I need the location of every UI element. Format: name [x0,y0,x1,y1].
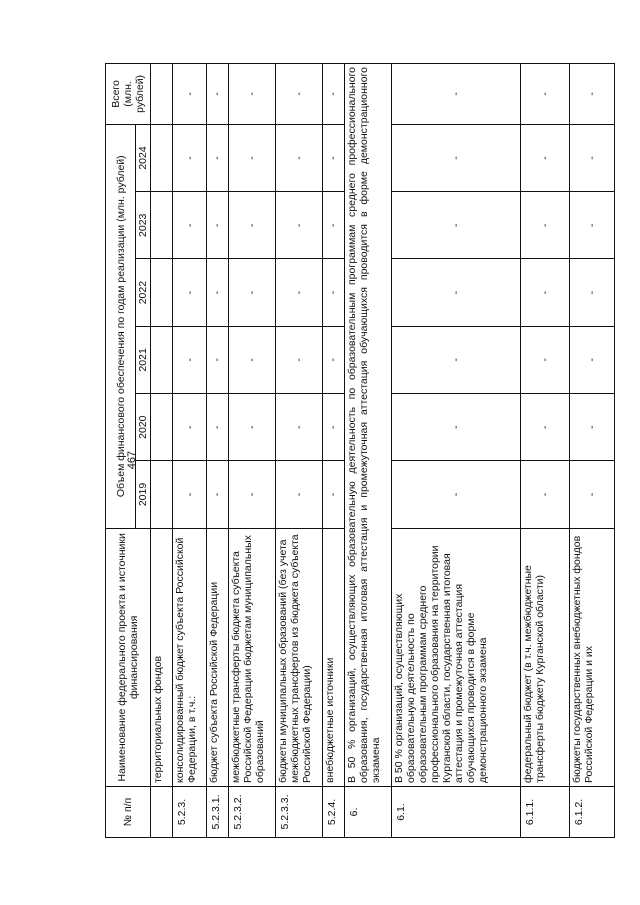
row-number: 6.1.1. [521,786,570,837]
section-title: В 50 % организаций, осуществляющих образовательную деятельность по образовательным программам среднего профессионального образования, государственная итоговая аттестация и промежуточная аттестация обучающихся проводится в форме демонстрационного экзамена [345,64,392,787]
cell-value: - [322,124,344,191]
cell-value: - [173,124,206,191]
cell-value: - [173,394,206,461]
cell-value: - [275,326,322,393]
cell-value: - [173,192,206,259]
cell-value [151,64,173,125]
cell-value: - [570,259,615,326]
cell-value: - [229,64,276,125]
cell-value: - [391,461,520,528]
cell-value: - [391,326,520,393]
cell-value [151,259,173,326]
row-name: территориальных фондов [151,528,173,786]
cell-value: - [521,461,570,528]
table-row [570,64,615,838]
cell-value: - [391,394,520,461]
row-number: 6.1. [391,786,520,837]
header-year: 2023 [136,192,151,259]
row-number: 6. [345,786,392,837]
row-name: бюджет субъекта Российской Федерации [206,528,228,786]
page-number: 467 [126,450,138,470]
cell-value: - [322,192,344,259]
row-number: 5.2.3.3. [275,786,322,837]
row-name: бюджеты муниципальных образований (без учета межбюджетных трансфертов из бюджета субъекта Российской Федерации) [275,528,322,786]
cell-value: - [275,64,322,125]
cell-value [151,394,173,461]
header-year: 2021 [136,326,151,393]
header-year: 2020 [136,394,151,461]
row-name: федеральный бюджет (в т.ч. межбюджетные трансферты бюджету Курганской области) [521,528,570,786]
cell-value: - [322,461,344,528]
row-name: консолидированный бюджет субъекта Российской Федерации, в т.ч.: [173,528,206,786]
financing-table [105,63,615,838]
header-total: Всего (млн. рублей) [106,64,151,125]
header-year: 2024 [136,124,151,191]
rotated-page [105,63,615,838]
cell-value: - [521,394,570,461]
cell-value: - [206,259,228,326]
row-number: 5.2.3. [173,786,206,837]
cell-value: - [391,64,520,125]
row-number: 6.1.2. [570,786,615,837]
header-number: № п/п [106,786,151,837]
cell-value: - [322,64,344,125]
cell-value: - [275,192,322,259]
table-row [151,64,173,838]
header-name: Наименование федерального проекта и источники финансирования [106,528,151,786]
row-number: 5.2.4. [322,786,344,837]
cell-value: - [521,124,570,191]
cell-value: - [391,124,520,191]
table-row [322,64,344,838]
cell-value: - [229,326,276,393]
table-row [391,64,520,838]
cell-value: - [206,461,228,528]
table-row [521,64,570,838]
cell-value: - [391,259,520,326]
cell-value: - [570,64,615,125]
row-number [151,786,173,837]
header-year: 2019 [136,461,151,528]
cell-value: - [521,326,570,393]
cell-value: - [206,326,228,393]
cell-value: - [173,64,206,125]
cell-value [151,326,173,393]
cell-value [151,461,173,528]
cell-value: - [570,394,615,461]
row-name: межбюджетные трансферты бюджета субъекта Российской Федерации бюджетам муниципальных образований [229,528,276,786]
cell-value: - [229,124,276,191]
table-row [229,64,276,838]
cell-value: - [173,259,206,326]
header-year: 2022 [136,259,151,326]
row-number: 5.2.3.2. [229,786,276,837]
row-number: 5.2.3.1. [206,786,228,837]
cell-value: - [275,259,322,326]
cell-value: - [521,259,570,326]
cell-value: - [206,124,228,191]
cell-value: - [173,326,206,393]
cell-value: - [229,394,276,461]
cell-value: - [206,192,228,259]
cell-value [151,124,173,191]
cell-value: - [570,124,615,191]
cell-value: - [391,192,520,259]
cell-value: - [570,326,615,393]
cell-value: - [275,461,322,528]
table-row [275,64,322,838]
table-row-section [345,64,392,838]
cell-value: - [521,64,570,125]
cell-value: - [275,124,322,191]
cell-value: - [322,259,344,326]
table-row [206,64,228,838]
row-name: внебюджетные источники [322,528,344,786]
row-name: В 50 % организаций, осуществляющих образовательную деятельность по образовательным программам среднего профессионального образования на территории Курганской области, государственная итоговая аттестация и промежуточная аттестация обучающихся проводится в форме демонстрационного экзамена [391,528,520,786]
cell-value: - [206,64,228,125]
cell-value: - [521,192,570,259]
row-name: бюджеты государственных внебюджетных фондов Российской Федерации и их [570,528,615,786]
cell-value: - [229,192,276,259]
cell-value: - [206,394,228,461]
cell-value: - [322,326,344,393]
cell-value: - [229,461,276,528]
cell-value: - [570,192,615,259]
cell-value: - [322,394,344,461]
cell-value: - [229,259,276,326]
cell-value: - [275,394,322,461]
cell-value [151,192,173,259]
header-volume: Объем финансового обеспечения по годам реализации (млн. рублей) [106,124,136,528]
table-row [173,64,206,838]
cell-value: - [173,461,206,528]
cell-value: - [570,461,615,528]
